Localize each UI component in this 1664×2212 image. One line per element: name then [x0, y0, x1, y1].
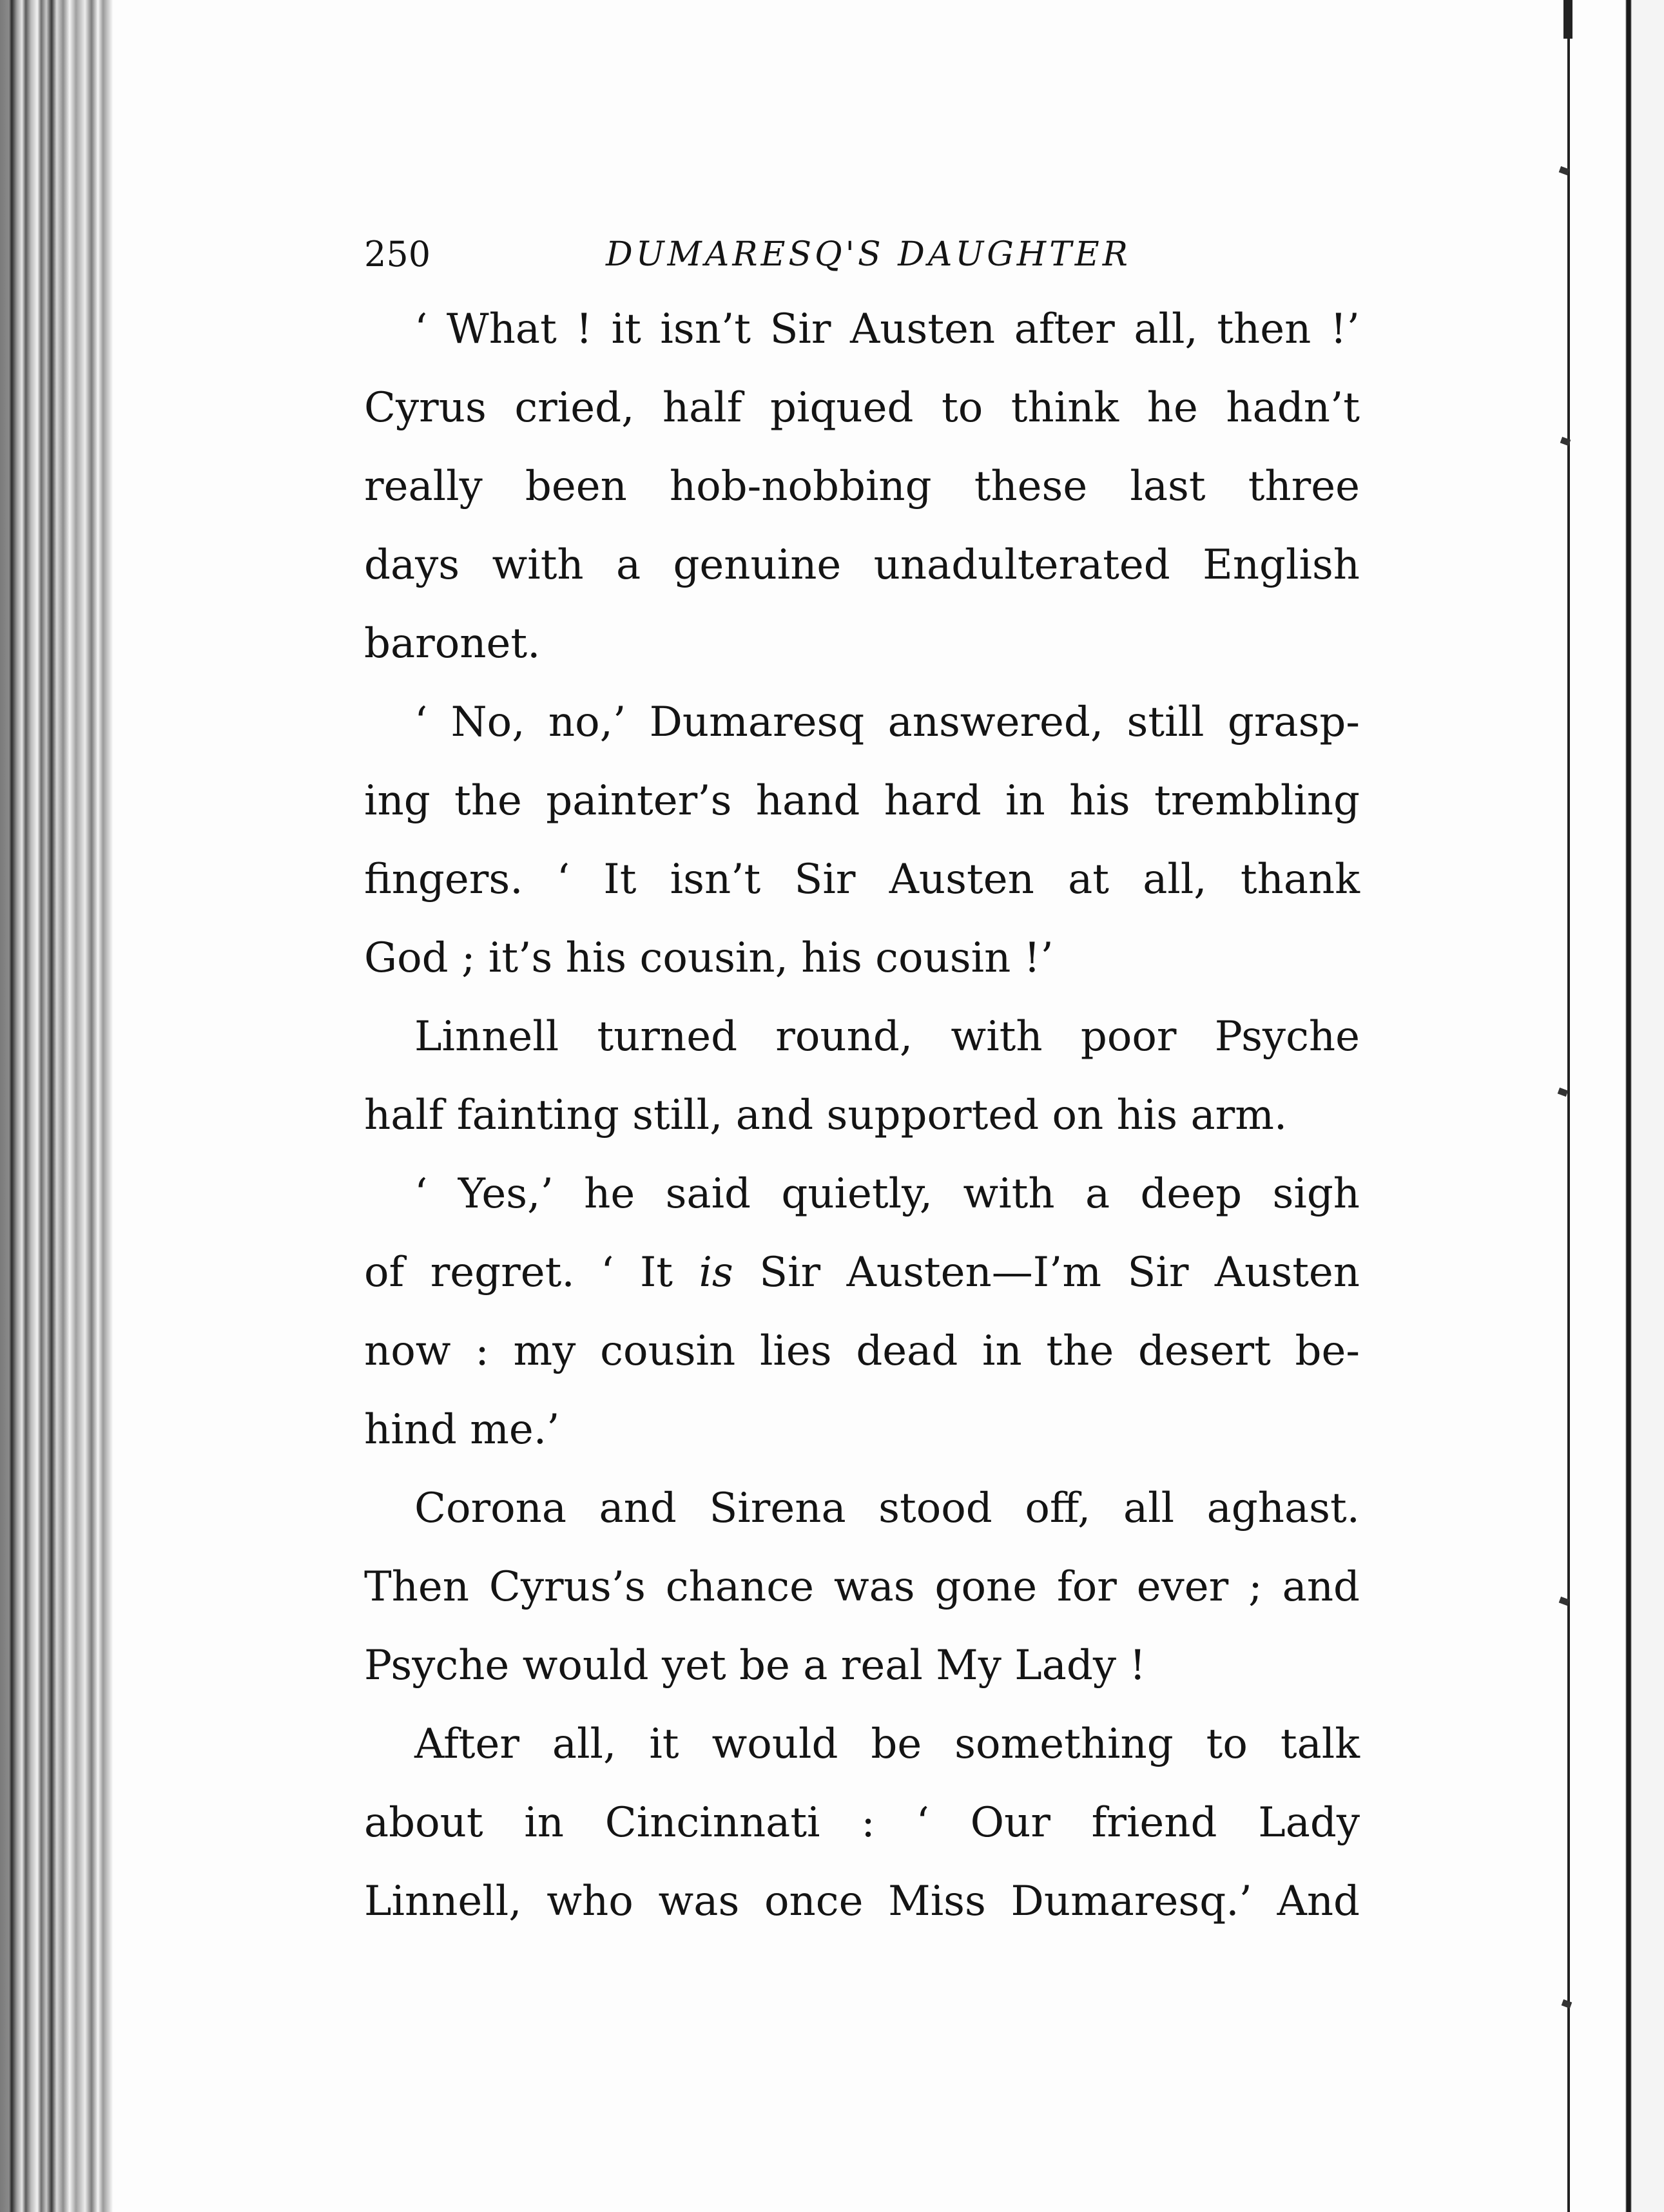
page-edge — [1587, 0, 1664, 2212]
text-line: Linnell turned round, with poor Psyche — [414, 1013, 1360, 1061]
paragraph — [364, 290, 1360, 683]
text-line: now : my cousin lies dead in the desert be- — [364, 1327, 1360, 1375]
text-line: Corona and Sirena stood off, all aghast. — [414, 1485, 1360, 1532]
text-line: ‘ No, no,’ Dumaresq answered, still grasp- — [414, 698, 1360, 746]
paragraph — [364, 1155, 1360, 1469]
text-line: hind me.’ — [364, 1406, 560, 1454]
running-title: DUMARESQ'S DAUGHTER — [606, 235, 1131, 274]
text-fragment: of regret. ‘ It — [364, 1249, 699, 1296]
text-line — [364, 1233, 1360, 1312]
paragraph — [364, 1705, 1360, 1941]
binding-line — [1567, 0, 1570, 2212]
binding-notch — [1562, 1999, 1572, 2008]
page-number: 250 — [364, 234, 431, 274]
page-body — [364, 219, 1360, 1941]
paragraph — [364, 1469, 1360, 1705]
text-line: Then Cyrus’s chance was gone for ever ; and — [364, 1563, 1360, 1611]
text-line: Cyrus cried, half piqued to think he hadn’t — [364, 384, 1360, 432]
paragraph — [364, 683, 1360, 997]
text-fragment: Sir Austen—I’m Sir Austen — [733, 1249, 1360, 1296]
text-line: After all, it would be something to talk — [414, 1720, 1360, 1768]
paragraph — [364, 997, 1360, 1155]
text-line: fingers. ‘ It isn’t Sir Austen at all, thank — [364, 856, 1360, 903]
binding-notch — [1558, 1088, 1569, 1097]
italic-word: is — [699, 1249, 733, 1296]
book-gutter — [0, 0, 113, 2212]
text-line: ‘ Yes,’ he said quietly, with a deep sigh — [414, 1170, 1360, 1218]
text-line: days with a genuine unadulterated English — [364, 541, 1360, 589]
text-line: about in Cincinnati : ‘ Our friend Lady — [364, 1799, 1360, 1847]
text-line: ing the painter’s hand hard in his trembling — [364, 777, 1360, 825]
binding-mark — [1563, 0, 1572, 39]
running-head — [364, 219, 1360, 290]
text-line: Linnell, who was once Miss Dumaresq.’ And — [364, 1878, 1360, 1925]
text-line: baronet. — [364, 620, 541, 668]
text-line: ‘ What ! it isn’t Sir Austen after all, then !’ — [414, 305, 1360, 353]
text-line: half fainting still, and supported on his arm. — [364, 1092, 1288, 1139]
text-line: God ; it’s his cousin, his cousin !’ — [364, 934, 1054, 982]
text-line: really been hob-nobbing these last three — [364, 463, 1360, 510]
text-line: Psyche would yet be a real My Lady ! — [364, 1642, 1146, 1689]
